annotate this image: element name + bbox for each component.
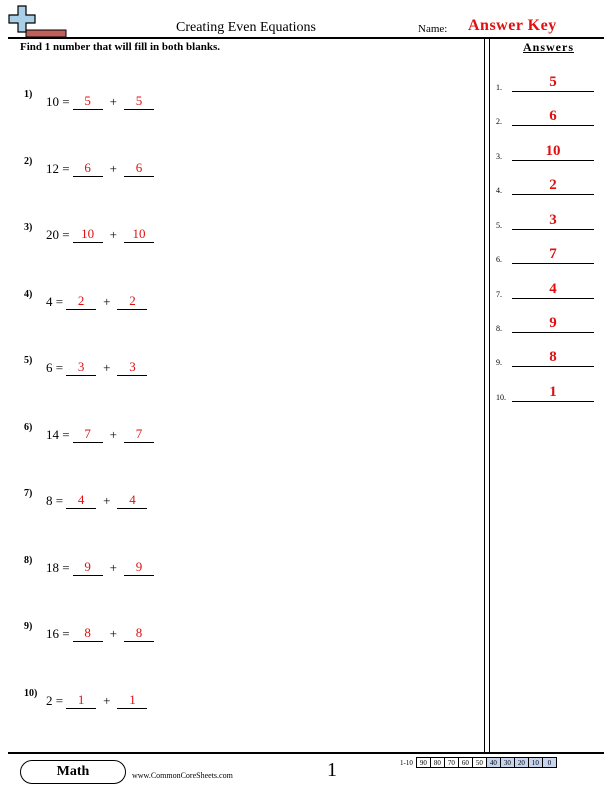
header-divider: [8, 37, 604, 39]
answer-number: 2.: [496, 117, 502, 126]
name-label: Name:: [418, 23, 448, 35]
answers-heading: Answers: [523, 40, 574, 54]
blank-first[interactable]: 7: [73, 426, 103, 443]
score-range-label: 1-10: [400, 758, 413, 767]
answer-value[interactable]: 2: [549, 177, 557, 193]
blank-first[interactable]: 9: [73, 559, 103, 576]
answer-row-5: [496, 212, 596, 232]
problem-number: 2): [24, 156, 33, 167]
plus-sign: +: [109, 161, 117, 176]
blank-second[interactable]: 4: [117, 492, 147, 509]
footer-divider: [8, 752, 604, 754]
answer-number: 1.: [496, 83, 502, 92]
answer-value[interactable]: 8: [549, 349, 557, 365]
score-table: [398, 757, 557, 768]
score-cell: 90: [416, 758, 430, 768]
blank-first[interactable]: 6: [73, 160, 103, 177]
answer-row-9: [496, 349, 596, 369]
problem-lhs: 6 =: [46, 360, 64, 375]
problem-3: [24, 221, 154, 243]
answer-number: 5.: [496, 221, 502, 230]
answer-number: 4.: [496, 186, 502, 195]
answer-number: 6.: [496, 255, 502, 264]
blank-first[interactable]: 2: [66, 293, 96, 310]
answer-line: [512, 194, 594, 195]
blank-second[interactable]: 3: [117, 359, 147, 376]
plus-sign: +: [103, 360, 111, 375]
problem-number: 10): [24, 688, 38, 699]
answer-row-2: [496, 108, 596, 128]
problem-number: 5): [24, 355, 33, 366]
blank-second[interactable]: 1: [117, 692, 147, 709]
problem-number: 8): [24, 555, 33, 566]
score-cell: 20: [514, 758, 528, 768]
instructions: Find 1 number that will fill in both blanks.: [20, 41, 220, 53]
math-plus-logo-icon: [4, 4, 68, 38]
worksheet-title: Creating Even Equations: [176, 20, 316, 35]
problem-number: 9): [24, 621, 33, 632]
answer-row-10: [496, 384, 596, 404]
problem-lhs: 12 =: [46, 161, 70, 176]
answer-line: [512, 91, 594, 92]
score-cell: 50: [472, 758, 486, 768]
answer-line: [512, 125, 594, 126]
blank-second[interactable]: 10: [124, 226, 154, 243]
plus-sign: +: [103, 493, 111, 508]
blank-second[interactable]: 7: [124, 426, 154, 443]
problem-number: 7): [24, 488, 33, 499]
answer-row-4: [496, 177, 596, 197]
problem-lhs: 8 =: [46, 493, 64, 508]
answer-value[interactable]: 7: [549, 246, 557, 262]
blank-second[interactable]: 9: [124, 559, 154, 576]
answer-row-8: [496, 315, 596, 335]
blank-first[interactable]: 4: [66, 492, 96, 509]
answer-row-7: [496, 281, 596, 301]
answer-key-label: Answer Key: [468, 17, 557, 34]
blank-first[interactable]: 3: [66, 359, 96, 376]
plus-sign: +: [109, 427, 117, 442]
answer-line: [512, 332, 594, 333]
answer-number: 10.: [496, 393, 506, 402]
subject-badge: Math: [20, 760, 126, 784]
blank-second[interactable]: 2: [117, 293, 147, 310]
problem-lhs: 20 =: [46, 227, 70, 242]
answer-row-1: [496, 74, 596, 94]
blank-first[interactable]: 8: [73, 625, 103, 642]
page-number: 1: [327, 759, 337, 781]
problem-lhs: 2 =: [46, 693, 64, 708]
answer-value[interactable]: 5: [549, 74, 557, 90]
problem-4: [24, 288, 147, 310]
answer-value[interactable]: 6: [549, 108, 557, 124]
problem-7: [24, 487, 147, 509]
answer-line: [512, 229, 594, 230]
answer-line: [512, 263, 594, 264]
answer-number: 8.: [496, 324, 502, 333]
blank-second[interactable]: 5: [124, 93, 154, 110]
blank-first[interactable]: 5: [73, 93, 103, 110]
answer-line: [512, 366, 594, 367]
problem-10: [24, 687, 147, 709]
score-cell: 10: [528, 758, 542, 768]
answer-value[interactable]: 3: [549, 212, 557, 228]
answer-value[interactable]: 4: [549, 281, 557, 297]
problem-2: [24, 155, 154, 177]
problem-6: [24, 421, 154, 443]
answer-value[interactable]: 9: [549, 315, 557, 331]
column-divider-right: [489, 37, 490, 752]
score-cell: 40: [486, 758, 500, 768]
answer-number: 3.: [496, 152, 502, 161]
plus-sign: +: [109, 626, 117, 641]
website-link[interactable]: www.CommonCoreSheets.com: [132, 771, 233, 780]
score-cell: 60: [458, 758, 472, 768]
score-cell: 30: [500, 758, 514, 768]
answer-value[interactable]: 10: [545, 143, 561, 159]
answer-row-3: [496, 143, 596, 163]
problem-8: [24, 554, 154, 576]
problem-lhs: 10 =: [46, 94, 70, 109]
blank-second[interactable]: 8: [124, 625, 154, 642]
answer-value[interactable]: 1: [549, 384, 557, 400]
problem-number: 4): [24, 289, 33, 300]
answer-line: [512, 298, 594, 299]
plus-sign: +: [109, 94, 117, 109]
answer-number: 7.: [496, 290, 502, 299]
blank-second[interactable]: 6: [124, 160, 154, 177]
answer-number: 9.: [496, 358, 502, 367]
problem-lhs: 18 =: [46, 560, 70, 575]
score-cell: 70: [444, 758, 458, 768]
problem-1: [24, 88, 154, 110]
problem-lhs: 16 =: [46, 626, 70, 641]
problem-number: 1): [24, 89, 33, 100]
problem-lhs: 4 =: [46, 294, 64, 309]
blank-first[interactable]: 1: [66, 692, 96, 709]
problem-lhs: 14 =: [46, 427, 70, 442]
blank-first[interactable]: 10: [73, 226, 103, 243]
plus-sign: +: [109, 560, 117, 575]
answer-line: [512, 401, 594, 402]
plus-sign: +: [109, 227, 117, 242]
answer-row-6: [496, 246, 596, 266]
plus-sign: +: [103, 693, 111, 708]
problem-number: 3): [24, 222, 33, 233]
problem-number: 6): [24, 422, 33, 433]
problem-5: [24, 354, 147, 376]
score-cell: 0: [542, 758, 556, 768]
problem-9: [24, 620, 154, 642]
plus-sign: +: [103, 294, 111, 309]
answer-line: [512, 160, 594, 161]
column-divider-left: [484, 37, 485, 752]
score-cell: 80: [430, 758, 444, 768]
